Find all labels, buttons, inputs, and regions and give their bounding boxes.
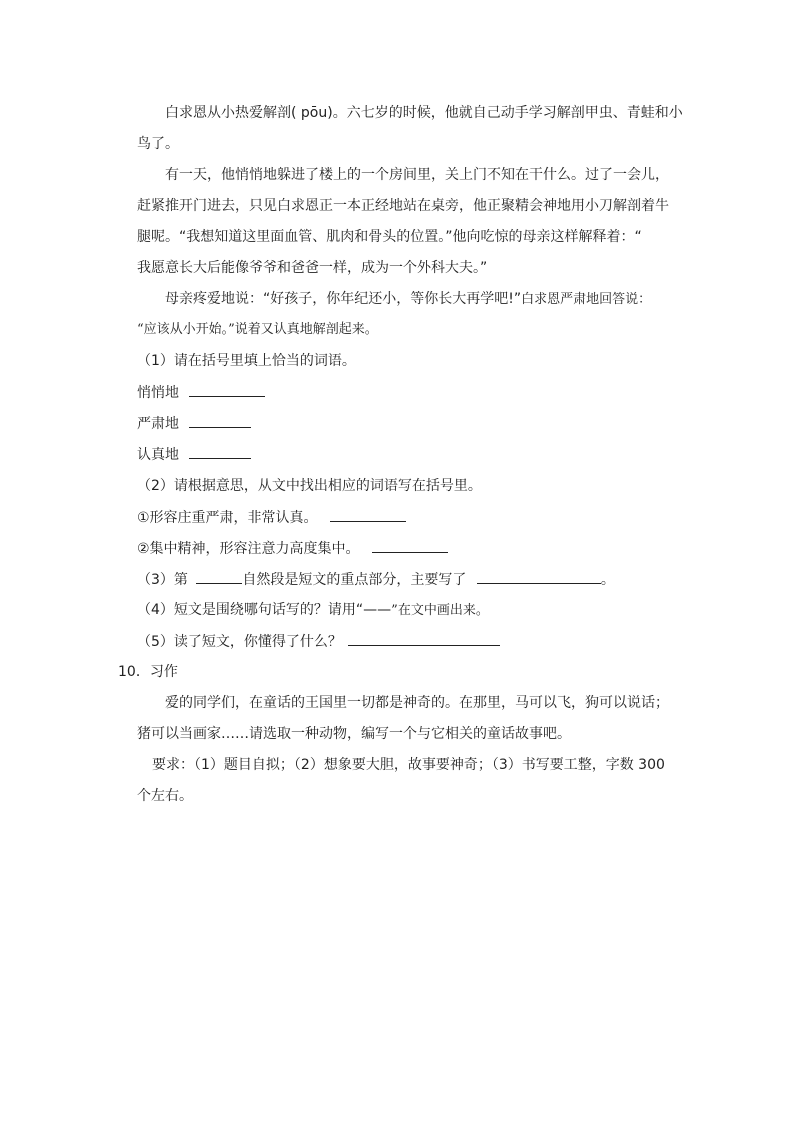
passage-p3-line1 xyxy=(165,289,651,310)
question-1-prompt: （1）请在括号里填上恰当的词语。 xyxy=(137,353,356,369)
question-4-tail: ”在文中画出来。 xyxy=(391,603,489,618)
question-1-item-3 xyxy=(137,444,251,465)
answer-blank-3[interactable] xyxy=(189,444,251,459)
question-5 xyxy=(137,631,500,652)
question-1-item-1 xyxy=(137,382,265,403)
question-4 xyxy=(137,600,489,621)
answer-blank-7[interactable] xyxy=(477,569,601,584)
passage-p2-line3: 腿呢。“我想知道这里面血管、肌肉和骨头的位置。”他向吃惊的母亲这样解释着：“ xyxy=(137,229,642,245)
word-yansu: 严肃地 xyxy=(137,416,179,432)
question-2-item-2 xyxy=(137,538,448,559)
question-5-text: （5）读了短文，你懂得了什么？ xyxy=(137,634,342,650)
word-renzhen: 认真地 xyxy=(137,447,179,463)
section-10-title: 10．习作 xyxy=(118,664,178,680)
question-3-pre: （3）第 xyxy=(137,572,188,588)
passage-p3-quote: 母亲疼爱地说：“好孩子，你年纪还小，等你长大再学吧!” xyxy=(165,291,522,307)
question-2a-text: ①形容庄重严肃，非常认真。 xyxy=(137,510,318,526)
section-10-requirements: 要求：（1）题目自拟；（2）想象要大胆，故事要神奇；（3）书写要工整，字数 300 xyxy=(152,757,665,773)
passage-p2-line2: 赶紧推开门进去，只见白求恩正一本正经地站在桌旁，他正聚精会神地用小刀解剖着牛 xyxy=(137,198,669,214)
word-qiaoqiao: 悄悄地 xyxy=(137,385,179,401)
question-1-item-2 xyxy=(137,413,251,434)
passage-p3-line2: “应该从小开始。”说着又认真地解剖起来。 xyxy=(137,322,378,337)
question-2-prompt: （2）请根据意思，从文中找出相应的词语写在括号里。 xyxy=(137,478,482,494)
passage-p2-line1: 有一天，他悄悄地躲进了楼上的一个房间里，关上门不知在干什么。过了一会儿， xyxy=(165,167,669,183)
underline-mark: —— xyxy=(363,602,392,618)
question-4-pre: （4）短文是围绕哪句话写的？请用“ xyxy=(137,602,364,618)
answer-blank-5[interactable] xyxy=(372,538,448,553)
answer-blank-8[interactable] xyxy=(348,631,500,646)
section-10-p2: 猪可以当画家……请选取一种动物，编写一个与它相关的童话故事吧。 xyxy=(137,726,571,742)
answer-blank-1[interactable] xyxy=(189,382,265,397)
answer-blank-4[interactable] xyxy=(330,507,406,522)
passage-p2-line4: 我愿意长大后能像爷爷和爸爸一样，成为一个外科大夫。” xyxy=(137,260,488,276)
passage-p1-line2: 鸟了。 xyxy=(137,136,179,152)
question-2b-text: ②集中精神，形容注意力高度集中。 xyxy=(137,541,360,557)
question-3-end: 。 xyxy=(600,572,615,588)
passage-p3-tail: 白求恩严肃地回答说： xyxy=(521,292,652,307)
answer-blank-6[interactable] xyxy=(196,569,242,584)
question-3 xyxy=(137,569,615,590)
section-10-requirements-cont: 个左右。 xyxy=(137,788,193,804)
question-3-mid: 自然段是短文的重点部分，主要写了 xyxy=(242,572,467,588)
section-10-p1: 爱的同学们，在童话的王国里一切都是神奇的。在那里，马可以飞，狗可以说话； xyxy=(165,695,669,711)
passage-p1-line1: 白求恩从小热爱解剖( pōu)。六七岁的时候，他就自己动手学习解剖甲虫、青蛙和小 xyxy=(165,105,683,121)
answer-blank-2[interactable] xyxy=(189,413,251,428)
question-2-item-1 xyxy=(137,507,406,528)
